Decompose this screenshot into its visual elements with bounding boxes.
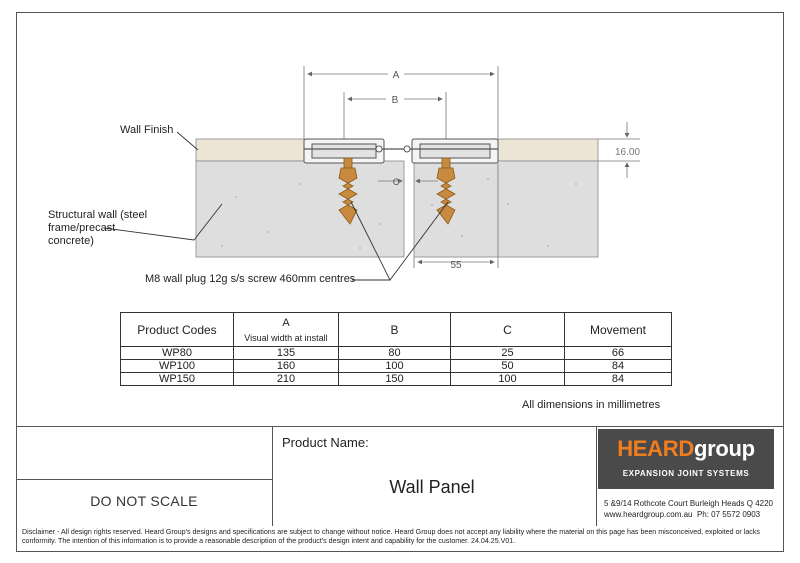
cell-a: 135 [234,347,339,360]
header-movement: Movement [565,313,672,347]
dimension-b-label: B [391,95,399,106]
wall-finish-right [498,139,598,161]
title-block-product [272,427,597,526]
logo-group-text: group [693,436,755,461]
table-row [121,347,672,360]
table-row [121,360,672,373]
company-contact [604,498,773,520]
product-dimensions-table [120,312,672,386]
title-block [16,426,784,526]
wall-finish-left [196,139,304,161]
header-a-sublabel: Visual width at install [244,332,328,343]
joint-pivot-right [404,146,410,152]
cell-b: 150 [339,373,451,386]
joint-pivot-left [376,146,382,152]
product-name-value: Wall Panel [389,477,475,497]
label-structural-wall: Structural wall (steel frame/precast concrete) [48,209,148,247]
cell-c: 50 [451,360,565,373]
company-web-phone [604,509,773,520]
do-not-scale-note: DO NOT SCALE [90,493,198,509]
expansion-joint-profile [304,139,498,163]
dimensions-units-note: All dimensions in millimetres [522,399,661,411]
cell-a: 210 [234,373,339,386]
cell-b: 80 [339,347,451,360]
header-c: C [451,313,565,347]
header-product-codes: Product Codes [121,313,234,347]
cell-code: WP80 [121,347,234,360]
table-row [121,373,672,386]
dimension-a [304,66,498,139]
cell-c: 100 [451,373,565,386]
logo-wordmark [598,436,774,462]
logo-heard-text: HEARD [617,436,694,461]
heard-group-logo [598,429,774,489]
header-a-label: A [282,316,290,329]
disclaimer-text: Disclaimer - All design rights reserved. Heard Group's designs and specifications are subject to change without notice. Heard Group does not accept any liability where the material on this page has been misconceived, exploited or lacks conformity. The intention of this information is to provide a reasonable description of the product's design intent and capability for the customer. 24.04.25.V01. [22,528,760,545]
company-phone: Ph: 07 5572 0903 [696,510,761,519]
logo-tagline: EXPANSION JOINT SYSTEMS [622,469,750,478]
label-wall-finish: Wall Finish [120,124,174,136]
label-wall-plug: M8 wall plug 12g s/s screw 460mm centres [145,273,356,285]
cell-c: 25 [451,347,565,360]
cell-b: 100 [339,360,451,373]
dimension-width-label: 55 [450,260,462,271]
header-a [234,313,339,347]
cell-movement: 84 [565,360,672,373]
cell-movement: 84 [565,373,672,386]
dimension-thickness-label: 16.00 [614,147,640,158]
structural-wall-left [196,161,404,257]
dimension-c-label: C [392,177,400,187]
company-website[interactable]: www.heardgroup.com.au [604,510,693,519]
dimension-a-label: A [392,70,400,81]
title-block-left [16,427,273,526]
company-address: 5 &9/14 Rothcote Court Burleigh Heads Q 4220 [604,499,773,508]
table-header-row [121,313,672,347]
product-name-label: Product Name: [282,435,369,450]
cell-code: WP150 [121,373,234,386]
cell-code: WP100 [121,360,234,373]
title-block-blank-cell [16,427,272,480]
header-b: B [339,313,451,347]
cell-movement: 66 [565,347,672,360]
cell-a: 160 [234,360,339,373]
